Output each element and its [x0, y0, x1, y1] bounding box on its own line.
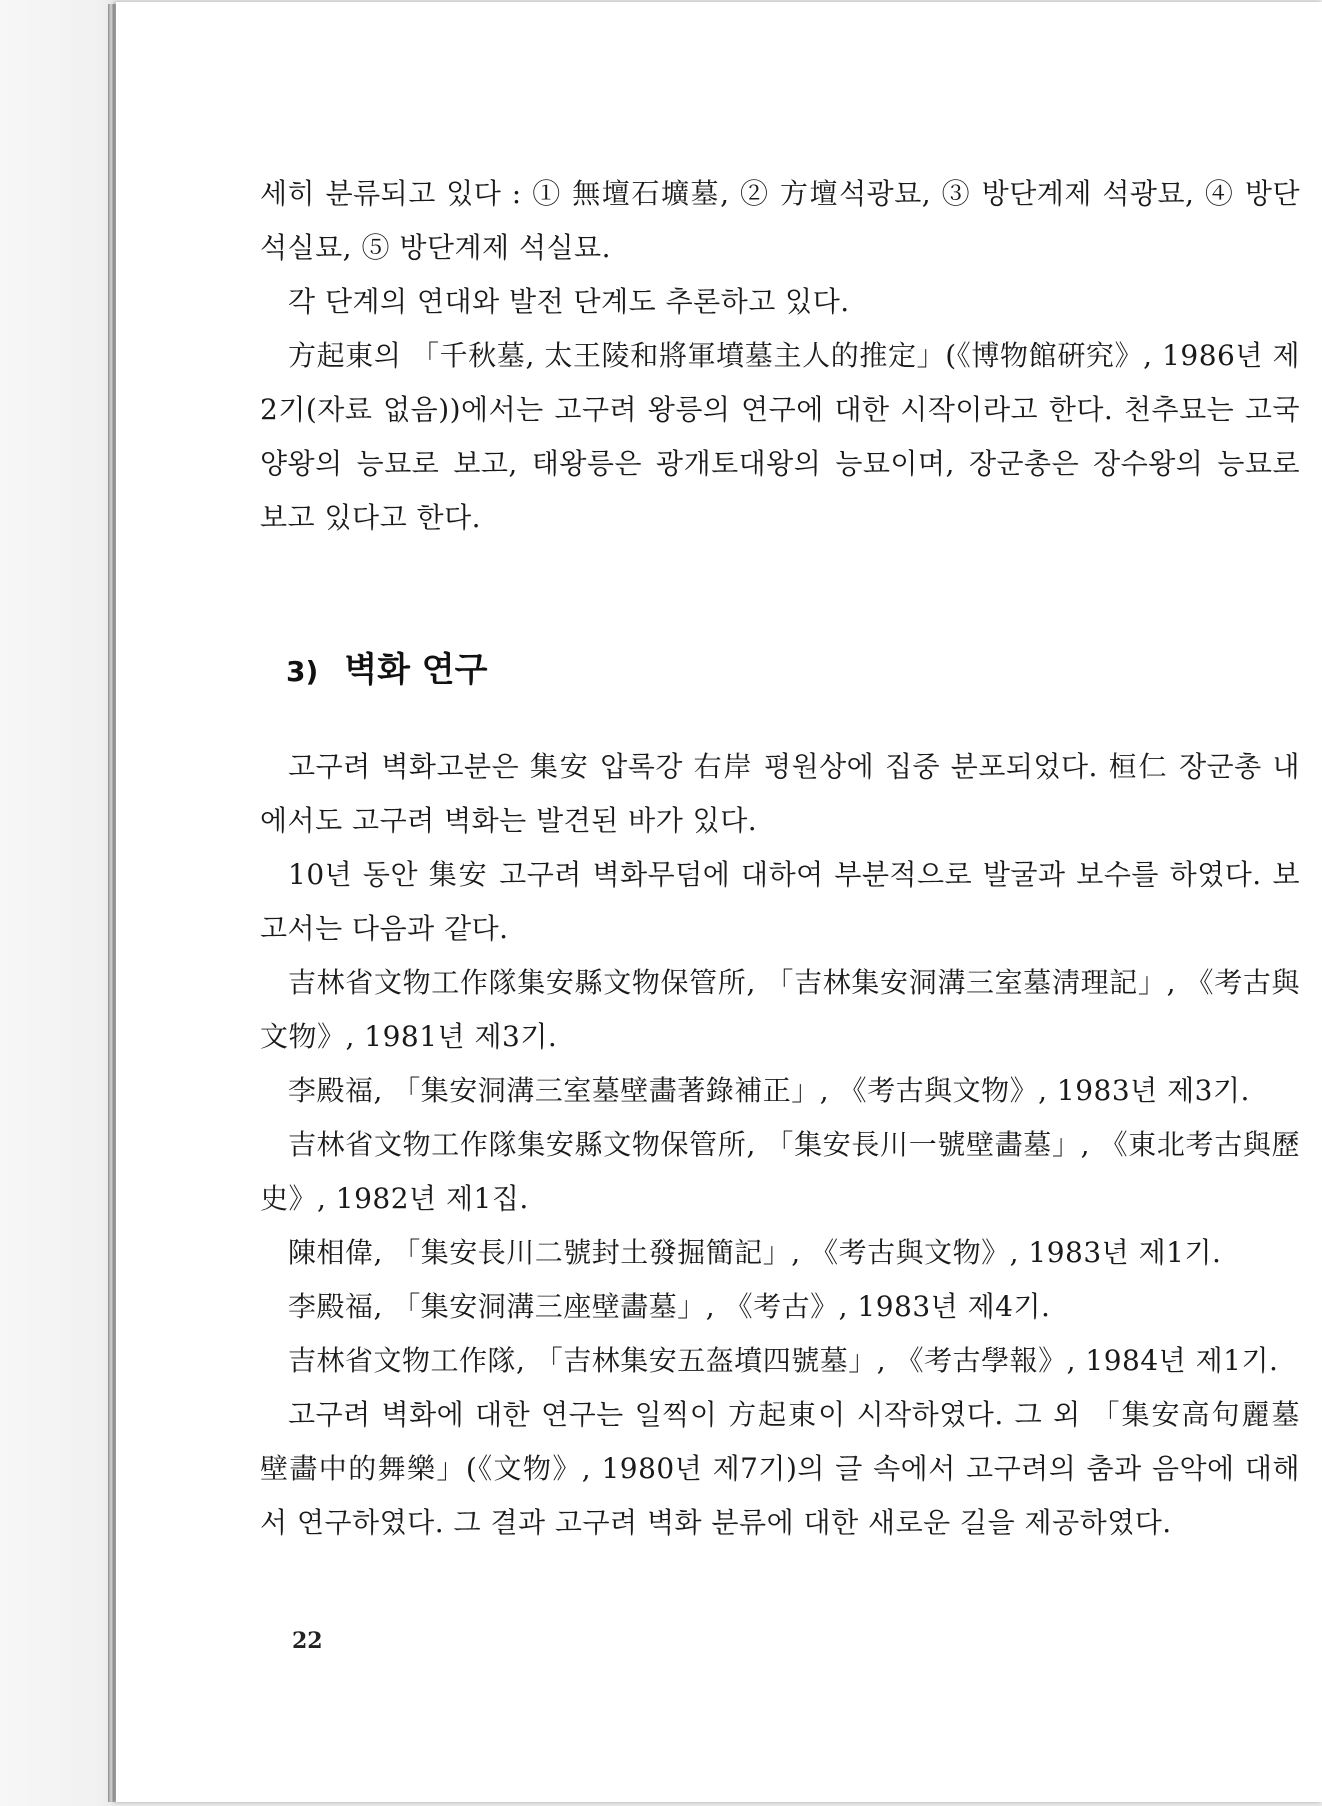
page-number: 22 [292, 1628, 323, 1654]
paragraph: 10년 동안 集安 고구려 벽화무덤에 대하여 부분적으로 발굴과 보수를 하였다. 보고서는 다음과 같다. [260, 858, 1300, 945]
section-heading [286, 642, 488, 691]
reference-entry: 吉林省文物工作隊集安縣文物保管所, 「吉林集安洞溝三室墓淸理記」, 《考古與文物》, 1981년 제3기. [260, 966, 1300, 1053]
text-block-body [260, 740, 1300, 1550]
paragraph: 고구려 벽화고분은 集安 압록강 右岸 평원상에 집중 분포되었다. 桓仁 장군총 내에서도 고구려 벽화는 발견된 바가 있다. [260, 750, 1300, 837]
reference-entry: 李殿福, 「集安洞溝三室墓壁畵著錄補正」, 《考古與文物》, 1983년 제3기. [288, 1074, 1250, 1107]
document-page[interactable] [116, 2, 1322, 1802]
paragraph: 고구려 벽화에 대한 연구는 일찍이 方起東이 시작하였다. 그 외 「集安高句麗墓壁畵中的舞樂」(《文物》, 1980년 제7기)의 글 속에서 고구려의 춤과 음악에 대해서 연구하였다. 그 결과 고구려 벽화 분류에 대한 새로운 길을 제공하였다. [260, 1398, 1300, 1539]
section-number: 3) [286, 655, 319, 688]
text-block-top [260, 167, 1300, 545]
section-title: 벽화 연구 [344, 650, 488, 690]
reference-entry: 陳相偉, 「集安長川二號封土發掘簡記」, 《考古與文物》, 1983년 제1기. [288, 1236, 1222, 1269]
reference-entry: 李殿福, 「集安洞溝三座壁畵墓」, 《考古》, 1983년 제4기. [288, 1290, 1051, 1323]
page-edge [108, 4, 116, 1802]
paragraph: 세히 분류되고 있다 : ① 無壇石壙墓, ② 方壇석광묘, ③ 방단계제 석광묘, ④ 방단석실묘, ⑤ 방단계제 석실묘. [260, 177, 1300, 264]
paragraph: 方起東의 「千秋墓, 太王陵和將軍墳墓主人的推定」(《博物館硏究》, 1986년 제2기(자료 없음))에서는 고구려 왕릉의 연구에 대한 시작이라고 한다. 천추묘는 고국양왕의 능묘로 보고, 태왕릉은 광개토대왕의 능묘이며, 장군총은 장수왕의 능묘로 보고 있다고 한다. [260, 339, 1300, 534]
reference-entry: 吉林省文物工作隊集安縣文物保管所, 「集安長川一號壁畵墓」, 《東北考古與歷史》, 1982년 제1집. [260, 1128, 1300, 1215]
reference-entry: 吉林省文物工作隊, 「吉林集安五盔墳四號墓」, 《考古學報》, 1984년 제1기. [288, 1344, 1279, 1377]
paragraph: 각 단계의 연대와 발전 단계도 추론하고 있다. [288, 285, 850, 318]
